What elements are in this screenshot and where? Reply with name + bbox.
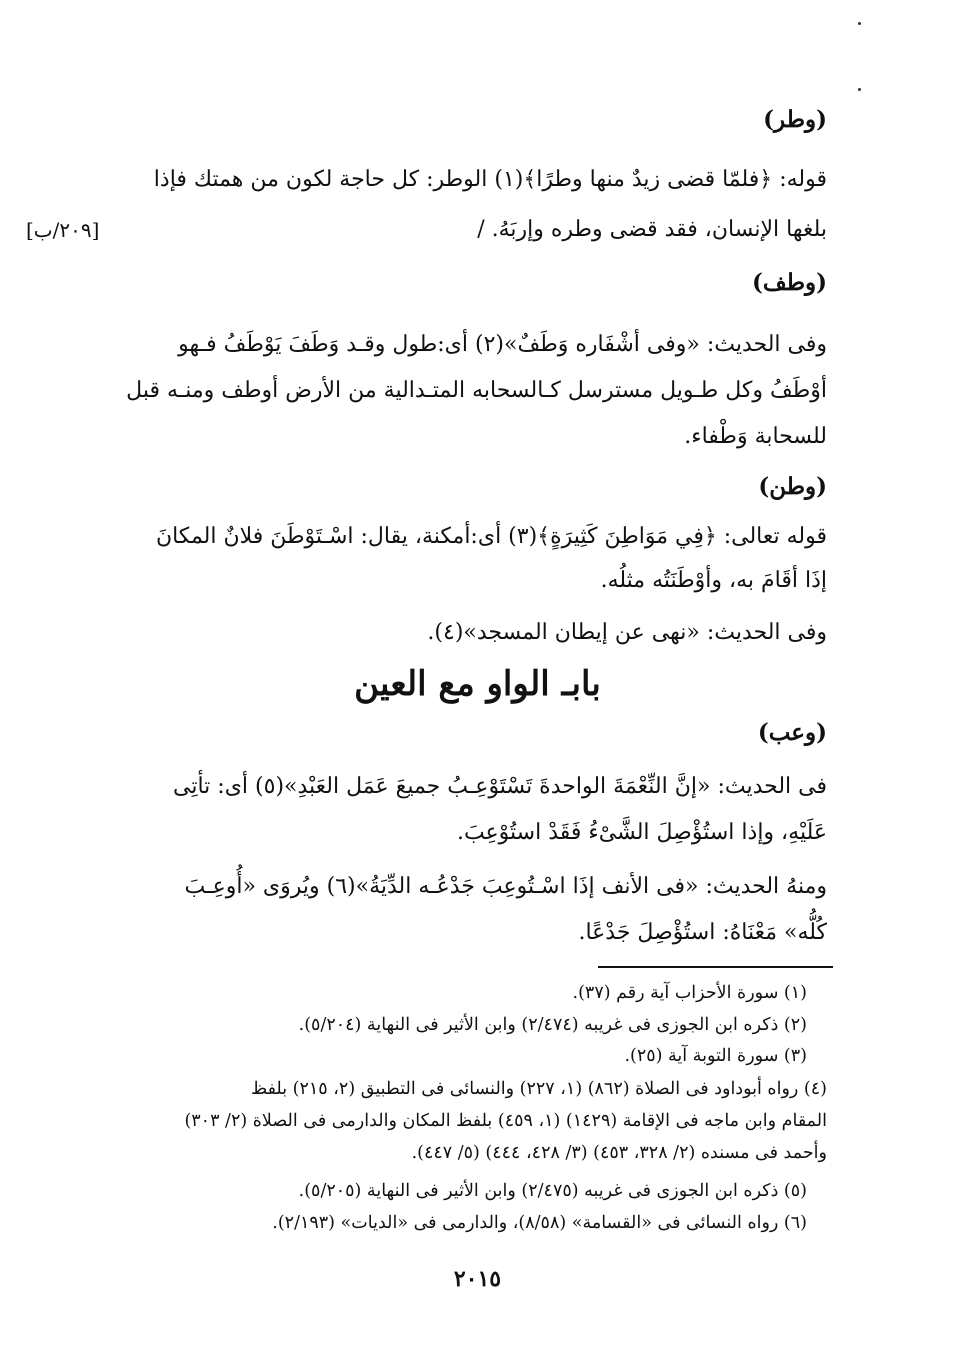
footnote: (١) سورة الأحزاب آية رقم (٣٧). — [572, 983, 807, 1003]
chapter-title: بابـ الواو مع العين — [354, 664, 601, 704]
body-line: وفى الحديث: «وفى أشْفَاره وَطَفٌ»(٢) أى:طول وقـد وَطَفَ يَوْطَفُ فـهو — [178, 332, 827, 357]
scan-speck — [858, 22, 861, 25]
body-line: كُلُّه» مَعْنَاهُ: استُؤْصِلَ جَدْعًا. — [578, 920, 827, 945]
entry-heading-watan: (وطن) — [758, 473, 827, 500]
page-number: ٢٠١٥ — [453, 1266, 502, 1292]
margin-folio-note: [٢٠٩/ب] — [26, 218, 100, 242]
body-line: قوله: ﴿فلمّا قضى زيدٌ منها وطرًا﴾(١) الوطر: كل حاجة لكون من همتك فإذا — [153, 167, 827, 192]
body-line: عَلَيْهِ، وإذا استُؤْصِلَ الشَّىْءُ فَقَدْ استُوْعِبَ. — [456, 820, 827, 845]
body-line: ومنهُ الحديث: «فى الأنف إذَا اسْـتُوعِبَ جَدْعُـه الدِّيَةُ»(٦) ويُروَى «أُوعِـبَ — [184, 874, 827, 899]
footnote-separator — [598, 966, 833, 968]
body-line: قوله تعالى: ﴿فِي مَوَاطِنَ كَثِيرَةٍ﴾(٣) أى:أمكنة، يقال: اسْـتَوْطَنَ فلانٌ المكانَ — [155, 524, 827, 549]
entry-heading-waab: (وعب) — [757, 719, 827, 746]
body-line: بلغها الإنسان، فقد قضى وطره وإربَهُ. / — [477, 217, 827, 242]
body-line: للسحابة وَطْفاء. — [684, 424, 827, 449]
body-line: إذَا أقَامَ به، وأوْطَنَتُه مثلُه. — [600, 568, 827, 593]
entry-heading-watf: (وطف) — [752, 269, 827, 296]
footnote: (٤) رواه أبوداود فى الصلاة (٨٦٢) (١، ٢٢٧) والنسائى فى التطبيق (٢، ٢١٥) بلفظ — [250, 1079, 827, 1099]
body-line: فى الحديث: «إنَّ النِّعْمَةَ الواحدةَ تَسْتَوْعِـبُ جميعَ عَمَل العَبْدِ»(٥) أى: تأتِى — [173, 774, 827, 799]
footnote-continuation: وأحمد فى مسنده (٢/ ٣٢٨، ٤٥٣) (٣/ ٤٢٨، ٤٤٤) (٥/ ٤٤٧). — [411, 1143, 827, 1163]
body-line: أوْطَفُ وكل طـويل مسترسل كـالسحابه المتـدالية من الأرض أوطف ومنـه قبل — [126, 378, 827, 403]
scan-speck — [858, 88, 861, 91]
footnote-continuation: المقام وابن ماجه فى الإقامة (١٤٢٩) (١، ٤٥٩) بلفظ المكان والدارمى فى الصلاة (٢/ ٣٠٣) — [184, 1111, 827, 1131]
footnote: (٢) ذكره ابن الجوزى فى غريبه (٢/٤٧٤) وابن الأثير فى النهاية (٥/٢٠٤). — [298, 1015, 807, 1035]
entry-heading-watar: (وطر) — [763, 106, 827, 133]
footnote: (٣) سورة التوبة آية (٢٥). — [624, 1046, 807, 1066]
footnote: (٦) رواه النسائى فى «القسامة» (٨/٥٨)، والدارمى فى «الديات» (٢/١٩٣). — [272, 1213, 807, 1233]
body-line: وفى الحديث: «نهى عن إيطان المسجد»(٤). — [427, 620, 827, 645]
footnote: (٥) ذكره ابن الجوزى فى غريبه (٢/٤٧٥) وابن الأثير فى النهاية (٥/٢٠٥). — [298, 1181, 807, 1201]
